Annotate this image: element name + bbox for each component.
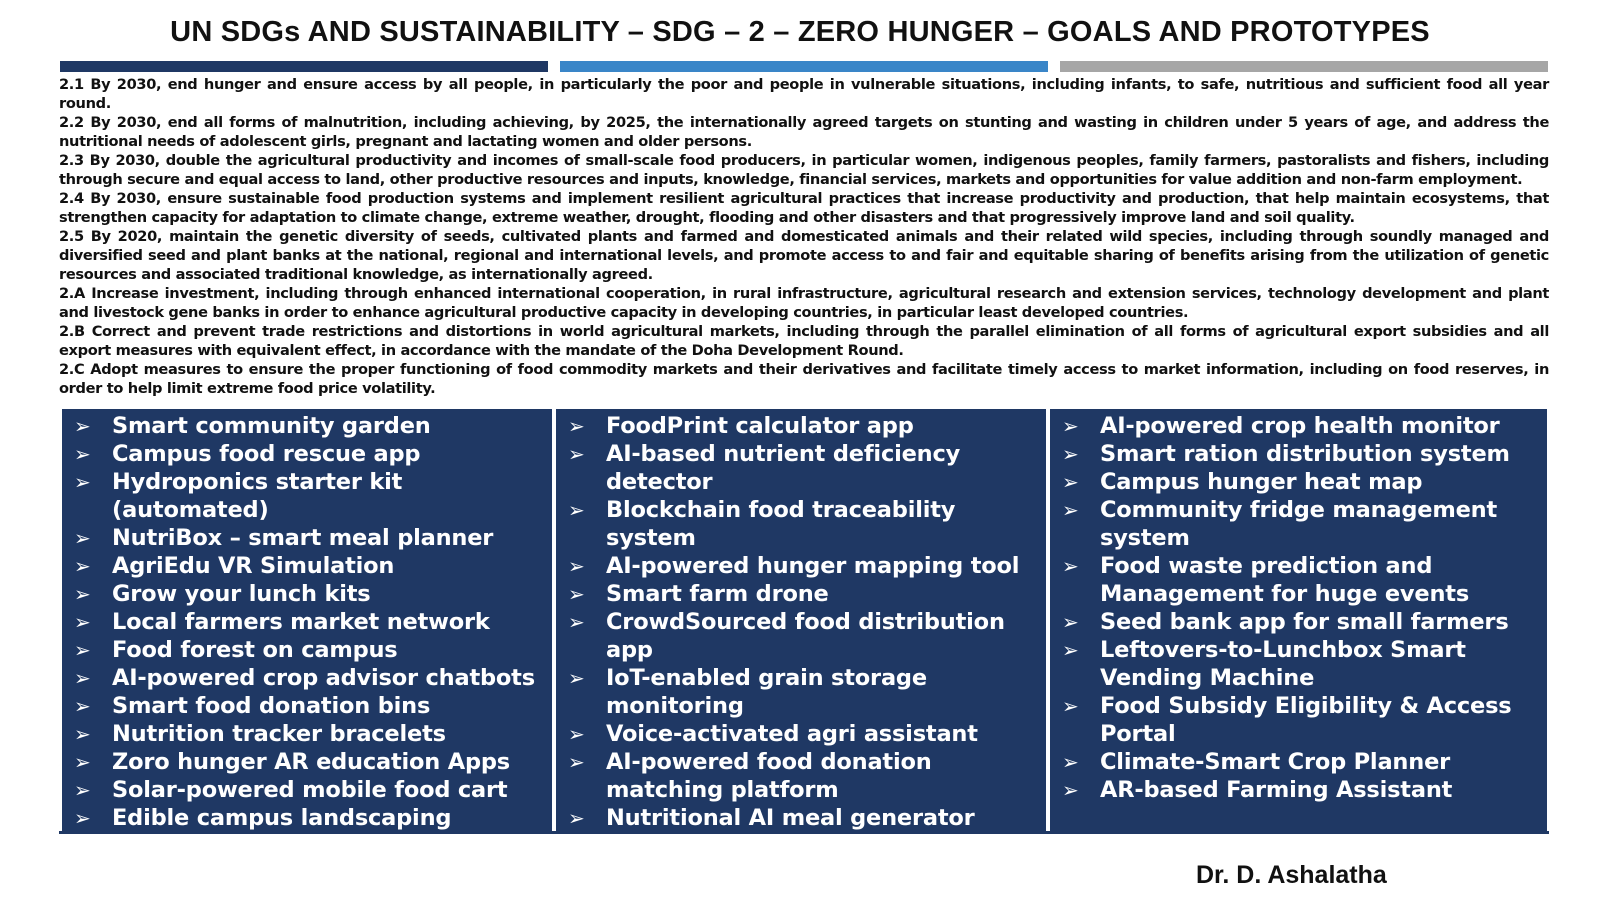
- prototypes-panel: [59, 409, 1549, 859]
- list-item: ➢ Food Subsidy Eligibility & Access Portal: [1062, 693, 1512, 747]
- arrow-bullet-icon: ➢: [1062, 442, 1079, 466]
- list-item: ➢ Leftovers-to-Lunchbox Smart Vending Machine: [1062, 637, 1466, 691]
- arrow-bullet-icon: ➢: [568, 610, 585, 634]
- header-bar-navy: [60, 61, 548, 72]
- goal-2-5: 2.5 By 2020, maintain the genetic diversity of seeds, cultivated plants and farmed and domesticated animals and their related wild species, including through soundly managed and diversified seed and plant banks at the national, regional and international levels, and promote access to and fair and equitable sharing of benefits arising from the utilization of genetic resources and associated traditional knowledge, as internationally agreed.: [59, 228, 1549, 283]
- arrow-bullet-icon: ➢: [74, 414, 91, 438]
- list-item: ➢ CrowdSourced food distribution app: [568, 609, 1005, 663]
- arrow-bullet-icon: ➢: [74, 470, 91, 494]
- arrow-bullet-icon: ➢: [74, 610, 91, 634]
- list-item: ➢ Edible campus landscaping: [74, 805, 452, 831]
- list-item: ➢ Local farmers market network: [74, 609, 490, 635]
- list-item: ➢ Smart ration distribution system: [1062, 441, 1510, 467]
- arrow-bullet-icon: ➢: [74, 778, 91, 802]
- list-item: ➢ Smart farm drone: [568, 581, 829, 607]
- arrow-bullet-icon: ➢: [568, 722, 585, 746]
- arrow-bullet-icon: ➢: [568, 582, 585, 606]
- arrow-bullet-icon: ➢: [74, 806, 91, 830]
- goal-2-1: 2.1 By 2030, end hunger and ensure access by all people, in particularly the poor and people in vulnerable situations, including infants, to safe, nutritious and sufficient food all year round.: [59, 76, 1549, 112]
- arrow-bullet-icon: ➢: [1062, 778, 1079, 802]
- arrow-bullet-icon: ➢: [74, 750, 91, 774]
- list-item: ➢ Climate-Smart Crop Planner: [1062, 749, 1451, 775]
- arrow-bullet-icon: ➢: [568, 442, 585, 466]
- list-item: ➢ Voice-activated agri assistant: [568, 721, 978, 747]
- list-item: ➢ Grow your lunch kits: [74, 581, 371, 607]
- arrow-bullet-icon: ➢: [74, 554, 91, 578]
- goal-2-b: 2.B Correct and prevent trade restrictions and distortions in world agricultural markets, including through the parallel elimination of all forms of agricultural export subsidies and all export measures with equivalent effect, in accordance with the mandate of the Doha Development Round.: [59, 323, 1549, 359]
- goal-2-a: 2.A Increase investment, including through enhanced international cooperation, in rural infrastructure, agricultural research and extension services, technology development and plant and livestock gene banks in order to enhance agricultural productive capacity in developing countries, in particular least developed countries.: [59, 285, 1549, 321]
- list-item: ➢ EdTech platform for food security: [568, 833, 1025, 859]
- arrow-bullet-icon: ➢: [1062, 498, 1079, 522]
- goal-2-3: 2.3 By 2030, double the agricultural productivity and incomes of small-scale food producers, in particular women, indigenous peoples, family farmers, pastoralists and fishers, including through secure and equal access to land, other productive resources and inputs, knowledge, financial services, markets and opportunities for value addition and non-farm employment.: [59, 152, 1549, 188]
- arrow-bullet-icon: ➢: [568, 750, 585, 774]
- list-item: ➢ AI-powered crop advisor chatbots: [74, 665, 535, 691]
- arrow-bullet-icon: ➢: [74, 442, 91, 466]
- sdg-targets-text: [59, 75, 1549, 398]
- arrow-bullet-icon: ➢: [568, 414, 585, 438]
- list-item: ➢ Food forest on campus: [74, 637, 398, 663]
- list-item: ➢ NutriBox – smart meal planner: [74, 525, 494, 551]
- list-item: ➢ Campus food rescue app: [74, 441, 421, 467]
- list-item: ➢ IoT-enabled grain storage monitoring: [568, 665, 927, 719]
- goal-2-c: 2.C Adopt measures to ensure the proper functioning of food commodity markets and their derivatives and facilitate timely access to market information, including on food reserves, in order to help limit extreme food price volatility.: [59, 361, 1549, 397]
- list-item: ➢ Nutrition tracker bracelets: [74, 721, 446, 747]
- list-item: ➢ Community fridge management system: [1062, 497, 1498, 551]
- prototypes-column-3: [1050, 409, 1547, 831]
- list-item: ➢ Seed bank app for small farmers: [1062, 609, 1509, 635]
- goal-2-4: 2.4 By 2030, ensure sustainable food production systems and implement resilient agricultural practices that increase productivity and production, that help maintain ecosystems, that strengthen capacity for adaptation to climate change, extreme weather, drought, flooding and other disasters and that progressively improve land and soil quality.: [59, 190, 1549, 226]
- page-title: UN SDGs AND SUSTAINABILITY – SDG – 2 – ZERO HUNGER – GOALS AND PROTOTYPES: [170, 16, 1430, 48]
- arrow-bullet-icon: ➢: [568, 834, 585, 858]
- list-item: ➢ Campus hunger heat map: [1062, 469, 1423, 495]
- arrow-bullet-icon: ➢: [74, 526, 91, 550]
- prototypes-column-2: [556, 409, 1046, 859]
- list-item: ➢ AI-powered food donation matching platform: [568, 749, 932, 803]
- arrow-bullet-icon: ➢: [568, 554, 585, 578]
- header-bar-grey: [1060, 61, 1548, 72]
- list-item: ➢ Hydroponics starter kit (automated): [74, 469, 403, 523]
- arrow-bullet-icon: ➢: [1062, 470, 1079, 494]
- arrow-bullet-icon: ➢: [1062, 554, 1079, 578]
- arrow-bullet-icon: ➢: [74, 666, 91, 690]
- list-item: ➢ Smart community garden: [74, 413, 431, 439]
- arrow-bullet-icon: ➢: [1062, 750, 1079, 774]
- header-bar-blue: [560, 61, 1048, 72]
- list-item: ➢ Solar-powered mobile food cart: [74, 777, 508, 803]
- list-item: ➢ Smart food donation bins: [74, 693, 431, 719]
- list-item: ➢ AR-based Farming Assistant: [1062, 777, 1453, 803]
- arrow-bullet-icon: ➢: [1062, 610, 1079, 634]
- arrow-bullet-icon: ➢: [74, 638, 91, 662]
- arrow-bullet-icon: ➢: [1062, 638, 1079, 662]
- list-item: ➢ Zoro hunger AR education Apps: [74, 749, 510, 775]
- goal-2-2: 2.2 By 2030, end all forms of malnutrition, including achieving, by 2025, the internationally agreed targets on stunting and wasting in children under 5 years of age, and address the nutritional needs of adolescent girls, pregnant and lactating women and older persons.: [59, 114, 1549, 150]
- arrow-bullet-icon: ➢: [74, 694, 91, 718]
- arrow-bullet-icon: ➢: [1062, 414, 1079, 438]
- arrow-bullet-icon: ➢: [74, 722, 91, 746]
- list-item: ➢ Blockchain food traceability system: [568, 497, 956, 551]
- arrow-bullet-icon: ➢: [74, 582, 91, 606]
- arrow-bullet-icon: ➢: [1062, 694, 1079, 718]
- arrow-bullet-icon: ➢: [568, 666, 585, 690]
- arrow-bullet-icon: ➢: [568, 806, 585, 830]
- list-item: ➢ AI-powered crop health monitor: [1062, 413, 1500, 439]
- list-item: ➢ AI-based nutrient deficiency detector: [568, 441, 961, 495]
- list-item: ➢ AI-powered hunger mapping tool: [568, 553, 1020, 579]
- list-item: ➢ FoodPrint calculator app: [568, 413, 914, 439]
- prototypes-column-1: [62, 409, 552, 831]
- list-item: ➢ AgriEdu VR Simulation: [74, 553, 395, 579]
- author-name: Dr. D. Ashalatha: [1196, 861, 1387, 889]
- list-item: ➢ Food waste prediction and Management for huge events: [1062, 553, 1470, 607]
- list-item: ➢ Nutritional AI meal generator: [568, 805, 975, 831]
- arrow-bullet-icon: ➢: [568, 498, 585, 522]
